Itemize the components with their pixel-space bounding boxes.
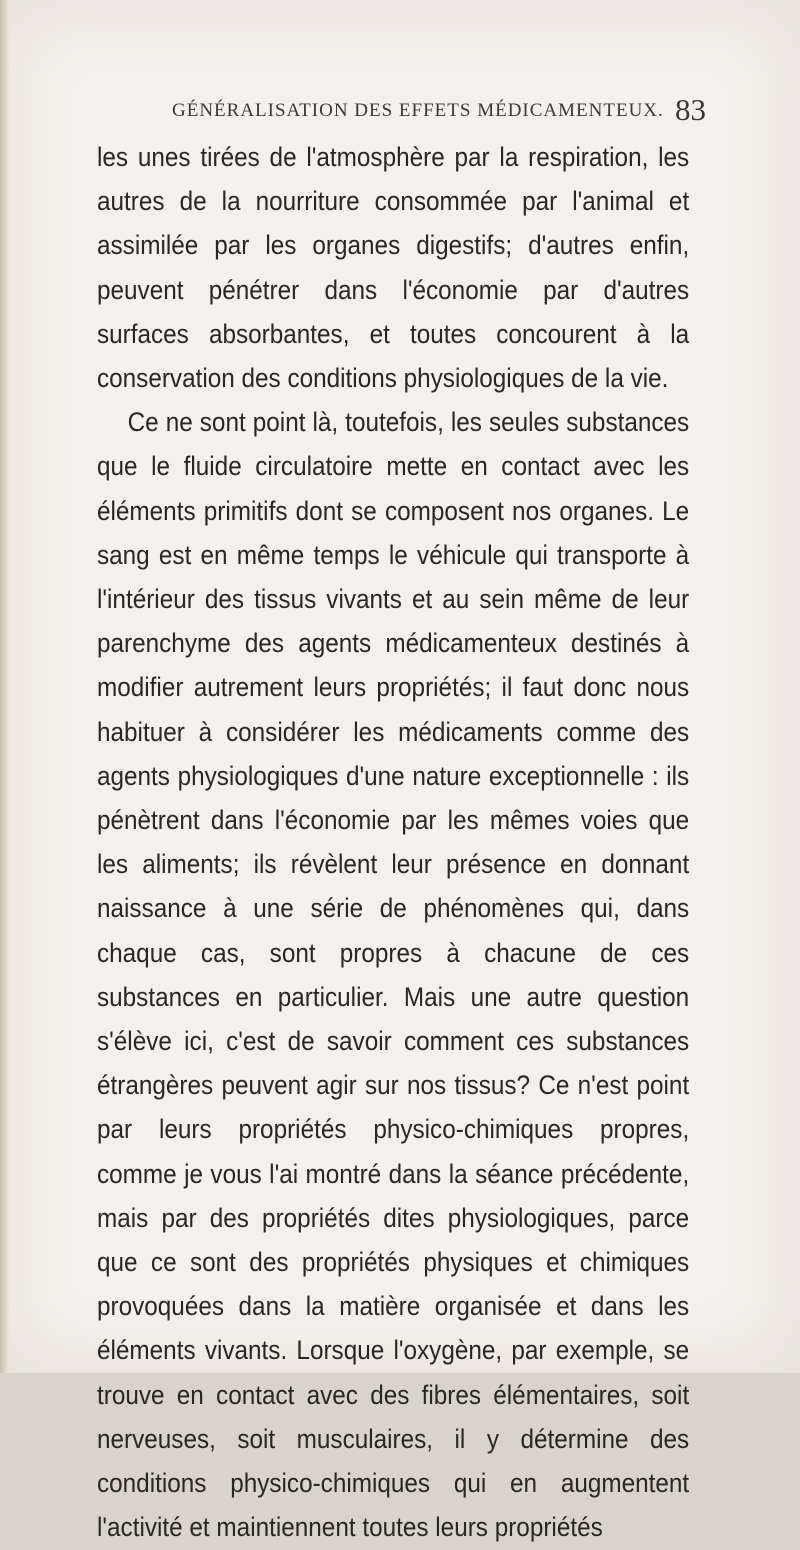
paragraph-main: Ce ne sont point là, toutefois, les seules substances que le fluide circulatoire mette en contact avec les éléments primitifs dont se composent nos organes. Le sang est en même temps le véhicule qui transporte à l'intérieur des tissus vivants et au sein même de leur parenchyme des agents médicamenteux destinés à modifier autrement leurs propriétés; il faut donc nous habituer à considérer les médicaments comme des agents physiologiques d'une nature exceptionnelle : ils pénètrent dans l'économie par les mêmes voies que les aliments; ils révèlent leur présence en donnant naissance à une série de phénomènes qui, dans chaque cas, sont propres à chacune de ces substances en particulier. Mais une autre question s'élève ici, c'est de savoir comment ces substances étrangères peuvent agir sur nos tissus? Ce n'est point par leurs propriétés physico-chimiques propres, comme je vous l'ai montré dans la séance précédente, mais par des propriétés dites physiologiques, parce que ce sont des propriétés physiques et chimiques provoquées dans la matière organisée et dans les éléments vivants. Lorsque l'oxygène, par exemple, se trouve en contact avec des fibres élémentaires, soit nerveuses, soit musculaires, il y détermine des conditions physico-chimiques qui en augmentent l'activité et maintiennent toutes leurs propriétés	[97, 407, 690, 1543]
paragraph-continued: les unes tirées de l'atmosphère par la respiration, les autres de la nourriture consommée par l'animal et assimilée par les organes digestifs; d'autres enfin, peuvent pénétrer dans l'économie par d'autres surfaces absorbantes, et toutes concourent à la conservation des conditions physiologiques de la vie.	[97, 142, 690, 394]
running-head: GÉNÉRALISATION DES EFFETS MÉDICAMENTEUX.	[172, 100, 664, 121]
body-text-inner	[97, 135, 689, 1550]
page-number: 83	[675, 92, 706, 127]
body-text	[97, 135, 690, 1543]
page-edge-shadow	[0, 0, 10, 1373]
